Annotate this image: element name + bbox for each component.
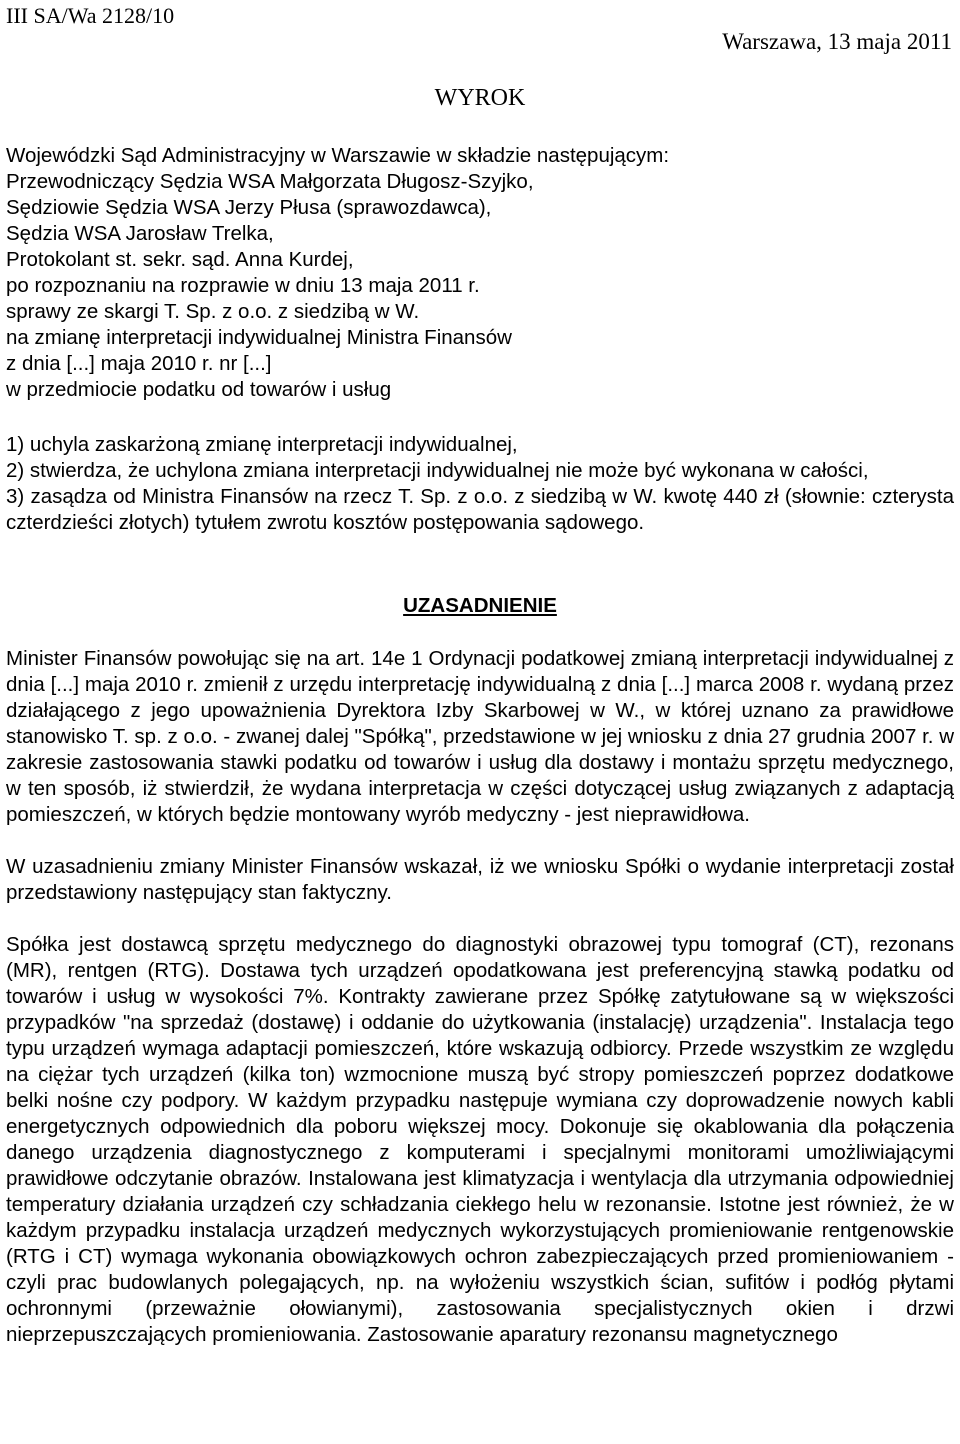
verdict-list <box>6 432 954 536</box>
verdict-item: 1) uchyla zaskarżoną zmianę interpretacji indywidualnej, <box>6 433 518 456</box>
justification-heading: UZASADNIENIE <box>403 594 557 617</box>
composition-line: Sędziowie Sędzia WSA Jerzy Płusa (sprawozdawca), <box>6 196 492 219</box>
court-composition <box>6 143 946 403</box>
document-title <box>0 84 960 112</box>
justification-paragraph: W uzasadnieniu zmiany Minister Finansów wskazał, iż we wniosku Spółki o wydanie interpretacji został przedstawiony następujący stan faktyczny. <box>6 855 954 904</box>
justification-paragraph: Spółka jest dostawcą sprzętu medycznego do diagnostyki obrazowej typu tomograf (CT), rezonans (MR), rentgen (RTG). Dostawa tych urządzeń opodatkowana jest preferencyjną stawką podatku od towarów i usług w wysokości 7%. Kontrakty zawierane przez Spółkę zatytułowane są w większości przypadków "na sprzedaż (dostawę) i oddanie do użytkowania (instalację) urządzenia". Instalacja tego typu urządzeń wymaga adaptacji pomieszczeń, które wskazują odbiorcy. Przede wszystkim ze względu na ciężar tych urządzeń (kilka ton) wzmocnione muszą być stropy pomieszczeń poprzez dodatkowe belki nośne czy podpory. W każdym przypadku następuje wymiana czy doprowadzenie nowych kabli energetycznych odpowiednich dla poboru większej mocy. Dokonuje się okablowania dla połączenia danego urządzenia diagnostycznego z komputerami i specjalnymi monitorami umożliwiającymi prawidłowe odczytanie obrazów. Instalowana jest klimatyzacja i wentylacja dla utrzymania odpowiedniej temperatury działania urządzeń czy schładzania ciekłego helu w rezonansie. Istotne jest również, że w każdym przypadku instalacja urządzeń medycznych wykorzystujących promieniowanie rentgenowskie (RTG i CT) wymaga wykonania obowiązkowych ochron zabezpieczających przed promieniowaniem - czyli prac budowlanych polegających, np. na wyłożeniu wszystkich ścian, sufitów i podłóg płytami ochronnymi (przeważnie ołowianymi), zastosowania specjalistycznych okien i drzwi nieprzepuszczających promieniowania. Zastosowanie aparatury rezonansu magnetycznego <box>6 933 954 1346</box>
composition-line: sprawy ze skargi T. Sp. z o.o. z siedzibą w W. <box>6 300 420 323</box>
composition-line: na zmianę interpretacji indywidualnej Ministra Finansów <box>6 326 512 349</box>
composition-line: Wojewódzki Sąd Administracyjny w Warszawie w składzie następującym: <box>6 144 670 167</box>
composition-line: z dnia [...] maja 2010 r. nr [...] <box>6 352 272 375</box>
verdict-item: 2) stwierdza, że uchylona zmiana interpretacji indywidualnej nie może być wykonana w całości, <box>6 459 869 482</box>
composition-line: Przewodniczący Sędzia WSA Małgorzata Długosz-Szyjko, <box>6 170 534 193</box>
document-title-text: WYROK <box>434 85 526 111</box>
document-date: Warszawa, 13 maja 2011 <box>722 29 952 54</box>
justification-body <box>6 646 954 1348</box>
composition-line: Sędzia WSA Jarosław Trelka, <box>6 222 274 245</box>
case-number: III SA/Wa 2128/10 <box>6 3 175 28</box>
justification-paragraph: Minister Finansów powołując się na art. 14e 1 Ordynacji podatkowej zmianą interpretacji indywidualnej z dnia [...] maja 2010 r. zmienił z urzędu interpretację indywidualną z dnia [...] marca 2008 r. wydaną przez działającego z jego upoważnienia Dyrektora Izby Skarbowej w W., w której uznano za prawidłowe stanowisko T. sp. z o.o. - zwanej dalej "Spółką", przedstawione w jej wniosku z dnia 27 grudnia 2007 r. w zakresie zastosowania stawki podatku od towarów i usług dla dostawy i montażu sprzętu medycznego, w ten sposób, iż stwierdził, że wydana interpretacja w części dotyczącej usług związanych z adaptacją pomieszczeń, w których będzie montowany wyrób medyczny - jest nieprawidłowa. <box>6 647 954 826</box>
composition-line: w przedmiocie podatku od towarów i usług <box>6 378 392 401</box>
composition-line: Protokolant st. sekr. sąd. Anna Kurdej, <box>6 248 354 271</box>
composition-line: po rozpoznaniu na rozprawie w dniu 13 maja 2011 r. <box>6 274 480 297</box>
verdict-item: 3) zasądza od Ministra Finansów na rzecz T. Sp. z o.o. z siedzibą w W. kwotę 440 zł (słownie: czterysta czterdzieści złotych) tytułem zwrotu kosztów postępowania sądowego. <box>6 485 954 534</box>
